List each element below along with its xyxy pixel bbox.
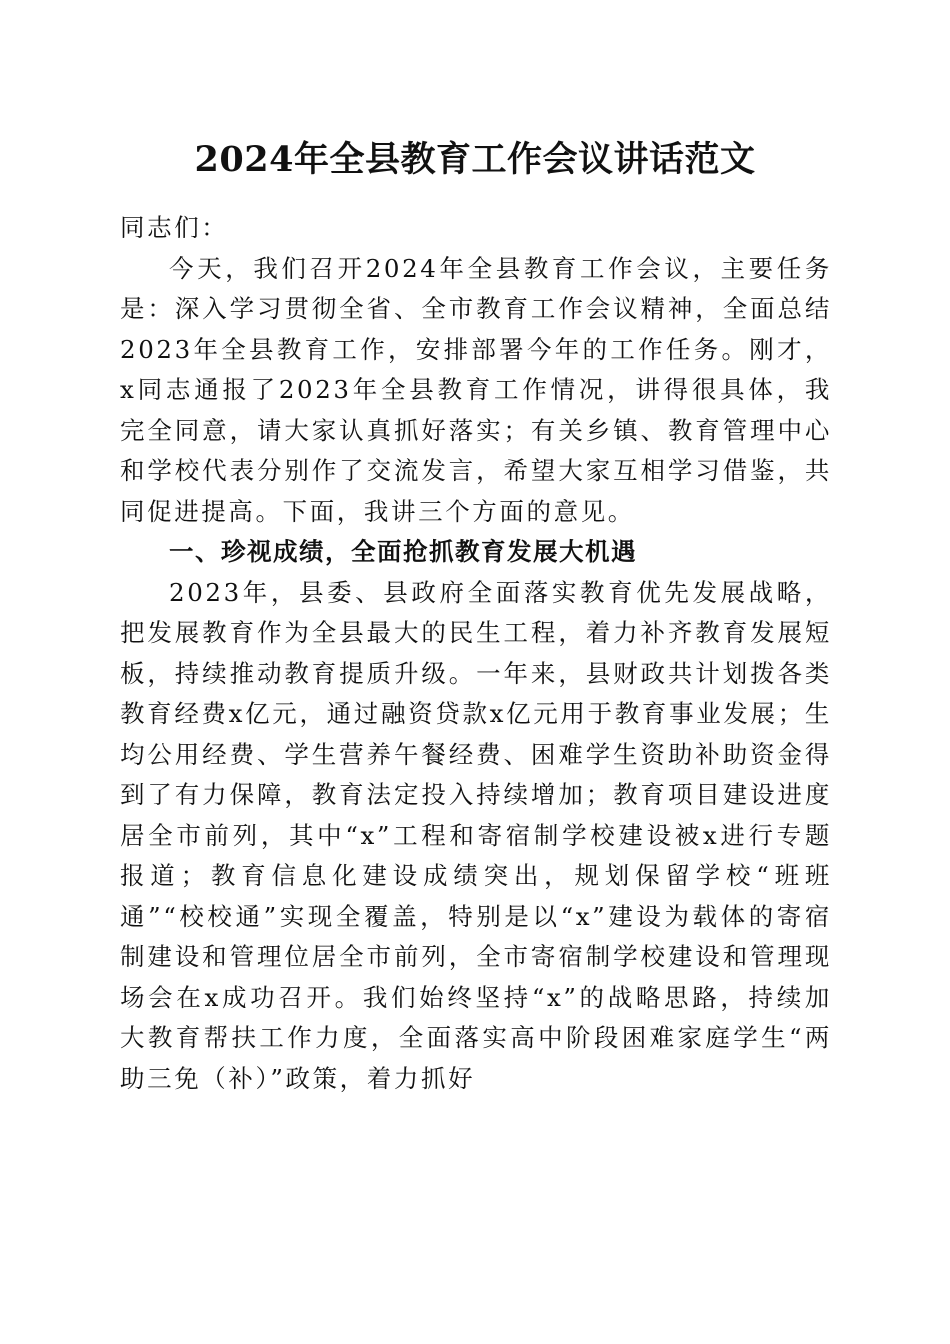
document-body xyxy=(120,208,832,1099)
section-1-paragraph: 2023年，县委、县政府全面落实教育优先发展战略，把发展教育作为全县最大的民生工程，着力补齐教育发展短板，持续推动教育提质升级。一年来，县财政共计划拨各类教育经费x亿元，通过融资贷款x亿元用于教育事业发展；生均公用经费、学生营养午餐经费、困难学生资助补助资金得到了有力保障，教育法定投入持续增加；教育项目建设进度居全市前列，其中“x”工程和寄宿制学校建设被x进行专题报道；教育信息化建设成绩突出，规划保留学校“班班通”“校校通”实现全覆盖，特别是以“x”建设为载体的寄宿制建设和管理位居全市前列，全市寄宿制学校建设和管理现场会在x成功召开。我们始终坚持“x”的战略思路，持续加大教育帮扶工作力度，全面落实高中阶段困难家庭学生“两助三免（补）”政策，着力抓好 xyxy=(120,577,832,1093)
document-title: 2024年全县教育工作会议讲话范文 xyxy=(194,139,756,180)
intro-paragraph: 今天，我们召开2024年全县教育工作会议，主要任务是：深入学习贯彻全省、全市教育工作会议精神，全面总结2023年全县教育工作，安排部署今年的工作任务。刚才，x同志通报了2023年全县教育工作情况，讲得很具体，我完全同意，请大家认真抓好落实；有关乡镇、教育管理中心和学校代表分别作了交流发言，希望大家互相学习借鉴，共同促进提高。下面，我讲三个方面的意见。 xyxy=(120,253,832,526)
salutation: 同志们： xyxy=(120,213,229,242)
section-heading-1: 一、珍视成绩，全面抢抓教育发展大机遇 xyxy=(169,537,637,566)
